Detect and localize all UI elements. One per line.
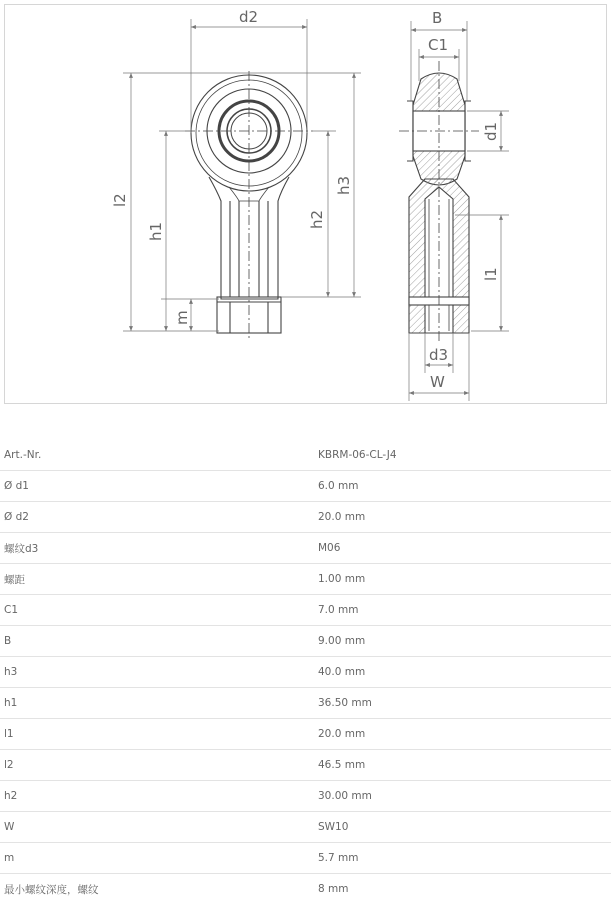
spec-value: 1.00 mm [318, 564, 611, 595]
spec-row [0, 440, 611, 471]
spec-row [0, 595, 611, 626]
spec-value: 6.0 mm [318, 471, 611, 502]
spec-label: h3 [0, 657, 318, 688]
spec-row [0, 781, 611, 812]
spec-value: 30.00 mm [318, 781, 611, 812]
label-h1: h1 [147, 221, 165, 241]
spec-label: W [0, 812, 318, 843]
label-h3: h3 [335, 175, 353, 195]
spec-row [0, 564, 611, 595]
label-l1: l1 [482, 267, 500, 281]
spec-row [0, 719, 611, 750]
label-d1: d1 [482, 121, 500, 141]
spec-label: l2 [0, 750, 318, 781]
spec-value: KBRM-06-CL-J4 [318, 440, 611, 471]
spec-label: h2 [0, 781, 318, 812]
label-d2: d2 [239, 8, 259, 26]
label-m: m [173, 310, 191, 325]
label-h2: h2 [308, 209, 326, 229]
spec-value: 8 mm [318, 883, 349, 895]
label-l2: l2 [111, 193, 129, 207]
label-B: B [432, 9, 443, 27]
label-C1: C1 [428, 36, 449, 54]
spec-value: 20.0 mm [318, 502, 611, 533]
spec-value: 36.50 mm [318, 688, 611, 719]
spec-table [0, 440, 611, 904]
spec-row [0, 471, 611, 502]
spec-value: SW10 [318, 812, 611, 843]
spec-label: Ø d2 [0, 502, 318, 533]
spec-label: l1 [0, 719, 318, 750]
spec-row [0, 750, 611, 781]
spec-row [0, 657, 611, 688]
spec-value: 46.5 mm [318, 750, 611, 781]
spec-row [0, 843, 611, 874]
spec-value: 40.0 mm [318, 657, 611, 688]
spec-label: 螺纹d3 [0, 533, 318, 564]
spec-row [0, 626, 611, 657]
spec-row [0, 533, 611, 564]
spec-value: 7.0 mm [318, 595, 611, 626]
spec-label: Ø d1 [0, 471, 318, 502]
spec-value: 5.7 mm [318, 843, 611, 874]
technical-drawing [4, 4, 607, 404]
spec-row [0, 502, 611, 533]
spec-value: 9.00 mm [318, 626, 611, 657]
spec-label: B [0, 626, 318, 657]
label-W: W [430, 373, 445, 391]
front-view [185, 71, 313, 341]
spec-row [0, 688, 611, 719]
spec-row [0, 812, 611, 843]
rod-end-drawing-svg [5, 5, 608, 405]
spec-label: h1 [0, 688, 318, 719]
spec-label: Art.-Nr. [0, 440, 318, 471]
label-d3: d3 [429, 346, 449, 364]
spec-label: 螺距 [0, 564, 318, 595]
spec-label: 最小螺纹深度，螺纹 [4, 883, 99, 896]
side-view [399, 61, 479, 341]
spec-value: M06 [318, 533, 611, 564]
spec-label: C1 [0, 595, 318, 626]
spec-row [0, 874, 611, 905]
spec-value: 20.0 mm [318, 719, 611, 750]
spec-label: m [0, 843, 318, 874]
